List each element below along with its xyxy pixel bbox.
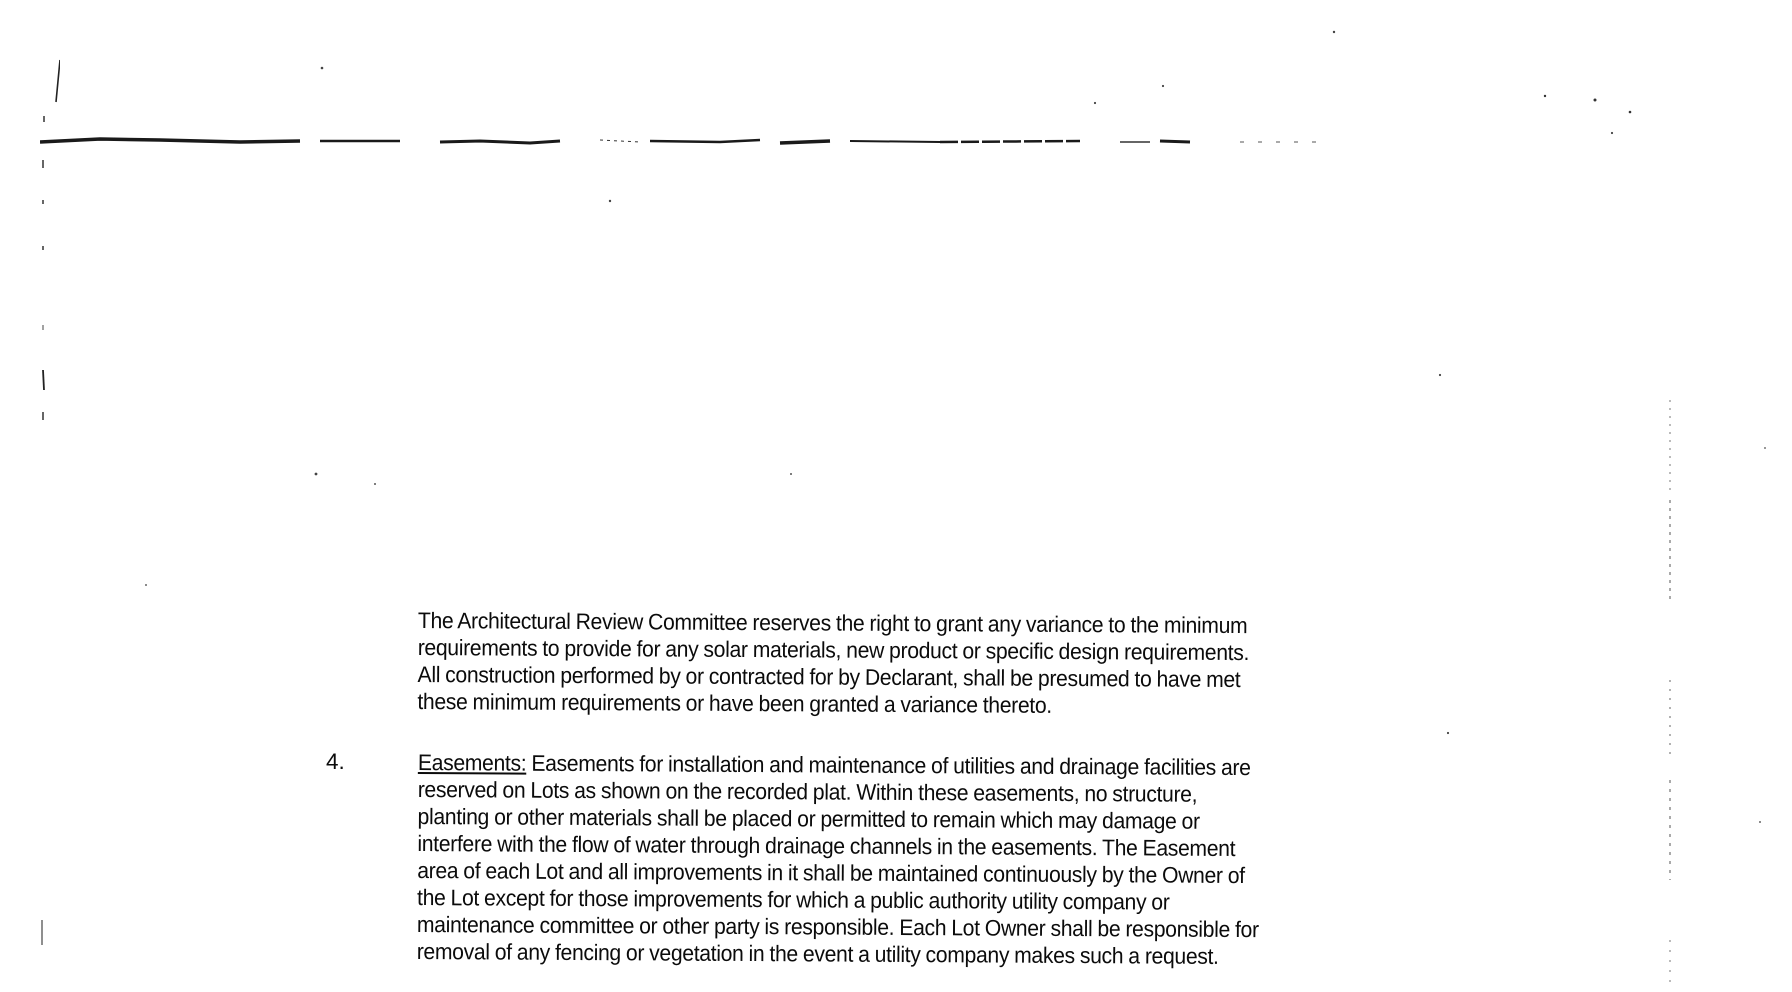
section-heading: Easements: (417, 750, 527, 776)
section-body: Easements for installation and maintenance of utilities and drainage facilities are reserved on Lots as shown on the recorded plat. Within these easements, no structure, planting or other materials shall be placed or permitted to remain which may damage or interfere with the flow of water through drainage channels in the easements. The Easement area of each Lot and all improvements in it shall be maintained continuously by the Owner of the Lot except for those improvements for which a public authority utility company or maintenance committee or other party is responsible. Each Lot Owner shall be responsible for removal of any fencing or vegetation in the event a utility company makes such a request. (416, 750, 1259, 969)
scan-artifact-line (40, 134, 1330, 148)
section-paragraph (417, 749, 1368, 971)
section-number: 4. (326, 749, 345, 774)
intro-paragraph: The Architectural Review Committee reserves the right to grant any variance to the minimum requirements to provide for any solar materials, new product or specific design requirements. All construction performed by or contracted for by Declarant, shall be presumed to have met these minimum requirements or have been granted a variance thereto. (417, 608, 1250, 718)
left-edge-artifacts (30, 40, 60, 960)
right-edge-artifacts (1665, 400, 1675, 990)
